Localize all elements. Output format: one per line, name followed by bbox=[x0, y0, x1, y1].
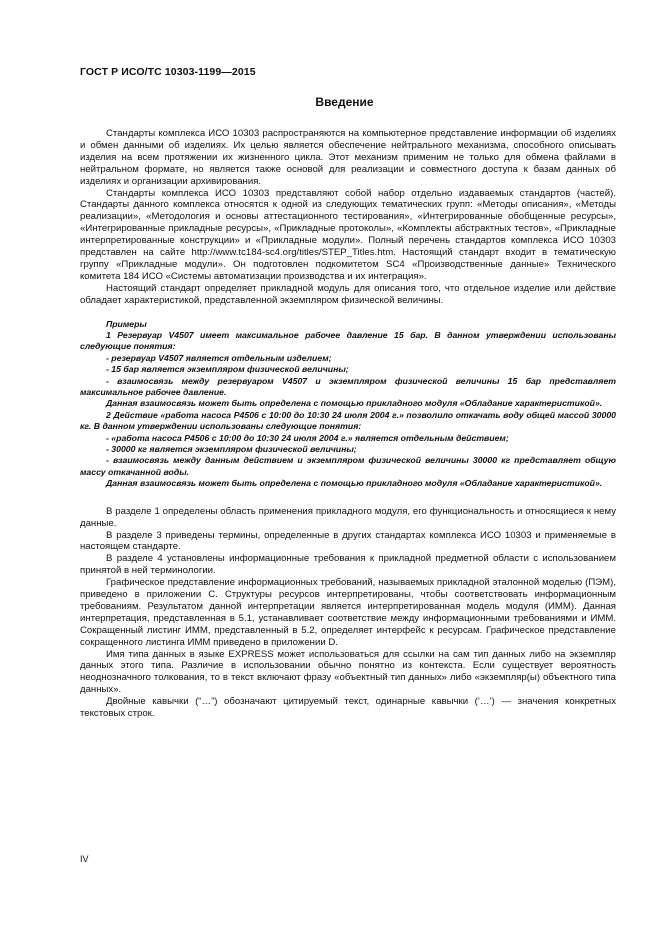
example-line: Данная взаимосвязь может быть определена с помощью прикладного модуля «Обладание характеристикой». bbox=[106, 478, 603, 489]
example-line: - 15 бар является экземпляром физической величины; bbox=[106, 364, 349, 375]
section-title bbox=[0, 95, 661, 109]
examples-block bbox=[80, 319, 616, 490]
examples-heading: Примеры bbox=[106, 318, 147, 329]
intro-paragraph-3: Настоящий стандарт определяет прикладной модуль для описания того, что отдельное изделие или действие обладает характеристикой, представленной экземпляром физической величины. bbox=[80, 282, 616, 306]
sections-paragraph-2: В разделе 3 приведены термины, определенные в других стандартах комплекса ИСО 10303 и применяемые в настоящем стандарте. bbox=[80, 529, 616, 553]
sections-paragraph-4: Графическое представление информационных требований, называемых прикладной эталонной моделью (ПЭМ), приведено в приложении C. Структуры ресурсов интерпретированы, чтобы соответствовать информационным требованиям. Результатом данной интерпретации является интерпретированная модель модуля (ИММ). Данная интерпретация, представленная в 5.1, устанавливает соответствие между информационными требованиями и ИММ. Сокращенный листинг ИММ, представленный в 5.2, определяет интерфейс к ресурсам. Графическое представление сокращенного листинга ИММ приведено в приложении D. bbox=[80, 577, 616, 648]
body-text bbox=[80, 128, 616, 720]
example-line: - взаимосвязь между данным действием и экземпляром физической величины 30000 кг представляет общую массу откачанной воды. bbox=[80, 455, 616, 477]
sections-paragraph-1: В разделе 1 определены область применения прикладного модуля, его функциональность и относящиеся к нему данные. bbox=[80, 505, 616, 529]
example-line: - взаимосвязь между резервуаром V4507 и экземпляром физической величины 15 бар представляет максимальное рабочее давление. bbox=[80, 375, 616, 398]
sections-paragraph-6: Двойные кавычки (“…”) обозначают цитируемый текст, одинарные кавычки (‘…’) — значения конкретных текстовых строк. bbox=[80, 696, 616, 720]
standard-header: ГОСТ Р ИСО/ТС 10303-1199—2015 bbox=[80, 66, 256, 78]
intro-paragraph-2: Стандарты комплекса ИСО 10303 представляют собой набор отдельно издаваемых стандартов (частей). Стандарты данного комплекса относятся к одной из следующих тематических групп: «Методы описания», «Методы реализации», «Методология и основы аттестационного тестирования», «Интегрированные обобщенные ресурсы», «Интегрированные прикладные ресурсы», «Прикладные протоколы», «Комплекты абстрактных тестов», «Прикладные интерпретированные конструкции» и «Прикладные модули». Полный перечень стандартов комплекса ИСО 10303 представлен на сайте http://www.tc184-sc4.org/titles/STEP_Titles.htm. Настоящий стандарт входит в тематическую группу «Прикладные модули». Он подготовлен подкомитетом SC4 «Производственные данные» Технического комитета 184 ИСО «Системы автоматизации производства и их интеграция». bbox=[80, 187, 616, 282]
example-line: - 30000 кг является экземпляром физической величины; bbox=[106, 444, 357, 455]
sections-paragraph-5: Имя типа данных в языке EXPRESS может использоваться для ссылки на сам тип данных либо на экземпляр данных этого типа. Различие в использовании обычно понятно из контекста. Если существует вероятность неоднозначного толкования, то в текст включают фразу «объектный тип данных» либо «экземпляр(ы) объектного типа данных». bbox=[80, 648, 616, 696]
example-line: 2 Действие «работа насоса P4506 с 10:00 до 10:30 24 июля 2004 г.» позволило откачать воду общей массой 30000 кг. В данном утверждении использованы следующие понятия: bbox=[80, 409, 616, 432]
page-number: IV bbox=[80, 854, 89, 864]
example-line: Данная взаимосвязь может быть определена с помощью прикладного модуля «Обладание характеристикой». bbox=[106, 398, 603, 409]
example-line: - резервуар V4507 является отдельным изделием; bbox=[106, 352, 332, 363]
section-title-text: Введение bbox=[315, 95, 374, 109]
example-line: 1 Резервуар V4507 имеет максимальное рабочее давление 15 бар. В данном утверждении использованы следующие понятия: bbox=[80, 330, 616, 352]
intro-paragraph-1: Стандарты комплекса ИСО 10303 распространяются на компьютерное представление информации об изделиях и обмен данными об изделиях. Их целью является обеспечение нейтрального механизма, способного описывать изделия на всем протяжении их жизненного цикла. Этот механизм применим не только для обмена файлами в нейтральном формате, но является также основой для реализации и совместного доступа к базам данных об изделиях и организации архивирования. bbox=[80, 128, 616, 187]
sections-paragraph-3: В разделе 4 установлены информационные требования к прикладной предметной области с использованием принятой в ней терминологии. bbox=[80, 553, 616, 577]
example-line: - «работа насоса P4506 с 10:00 до 10:30 24 июля 2004 г.» является отдельным действием; bbox=[106, 432, 509, 443]
